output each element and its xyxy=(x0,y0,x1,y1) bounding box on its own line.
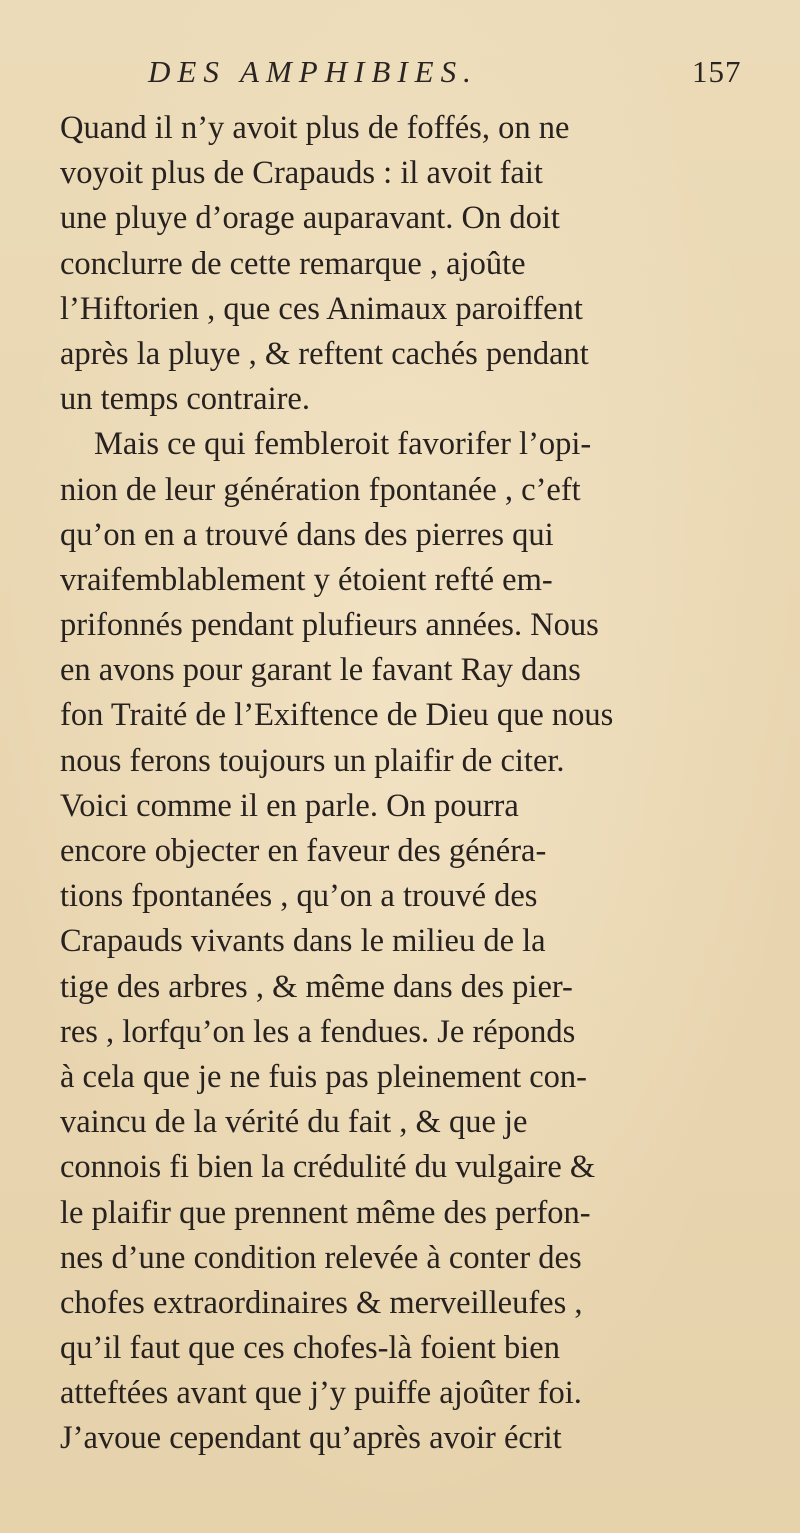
text-line: tions fpontanées , qu’on a trouvé des xyxy=(60,878,538,915)
text-line: Voici comme il en parle. On pourra xyxy=(60,787,519,824)
body-text xyxy=(60,106,790,1462)
text-line: l’Hiftorien , que ces Animaux paroiffent xyxy=(60,290,583,327)
text-line: encore objecter en faveur des généra- xyxy=(60,833,547,869)
text-line: qu’il faut que ces chofes-là foient bien xyxy=(60,1330,560,1367)
text-line: tige des arbres , & même dans des pier- xyxy=(60,968,573,1005)
text-line: voyoit plus de Crapauds : il avoit fait xyxy=(60,155,543,192)
text-line: en avons pour garant le favant Ray dans xyxy=(60,652,581,689)
text-line: qu’on en a trouvé dans des pierres qui xyxy=(60,516,554,553)
text-line: connois fi bien la crédulité du vulgaire & xyxy=(60,1149,596,1186)
text-line: après la pluye , & reftent cachés pendant xyxy=(60,335,589,372)
text-line: fon Traité de l’Exiftence de Dieu que nous xyxy=(60,697,614,734)
paragraph-start-line: Mais ce qui fembleroit favorifer l’opi- xyxy=(94,426,592,463)
text-line: prifonnés pendant plufieurs années. Nous xyxy=(60,607,599,644)
text-line: res , lorfqu’on les a fendues. Je réponds xyxy=(60,1013,576,1050)
text-line: conclurre de cette remarque , ajoûte xyxy=(60,245,526,282)
text-line: un temps contraire. xyxy=(60,381,310,418)
page-number: 157 xyxy=(692,54,742,89)
running-head xyxy=(60,54,780,106)
text-line: atteftées avant que j’y puiffe ajoûter foi. xyxy=(60,1375,582,1412)
text-line: J’avoue cependant qu’après avoir écrit xyxy=(60,1420,562,1457)
text-line: une pluye d’orage auparavant. On doit xyxy=(60,200,560,237)
text-line: à cela que je ne fuis pas pleinement con- xyxy=(60,1058,587,1095)
text-line: Quand il n’y avoit plus de foffés, on ne xyxy=(60,110,570,146)
text-line: nous ferons toujours un plaifir de citer. xyxy=(60,742,565,779)
text-line: vaincu de la vérité du fait , & que je xyxy=(60,1104,528,1141)
text-line: nion de leur génération fpontanée , c’eft xyxy=(60,471,581,508)
text-line: vraifemblablement y étoient refté em- xyxy=(60,561,553,598)
text-line: nes d’une condition relevée à conter des xyxy=(60,1239,582,1276)
running-title: DES AMPHIBIES. xyxy=(148,54,478,89)
text-line: le plaifir que prennent même des perfon- xyxy=(60,1194,591,1231)
text-line: Crapauds vivants dans le milieu de la xyxy=(60,923,546,960)
text-line: chofes extraordinaires & merveilleufes , xyxy=(60,1284,583,1321)
